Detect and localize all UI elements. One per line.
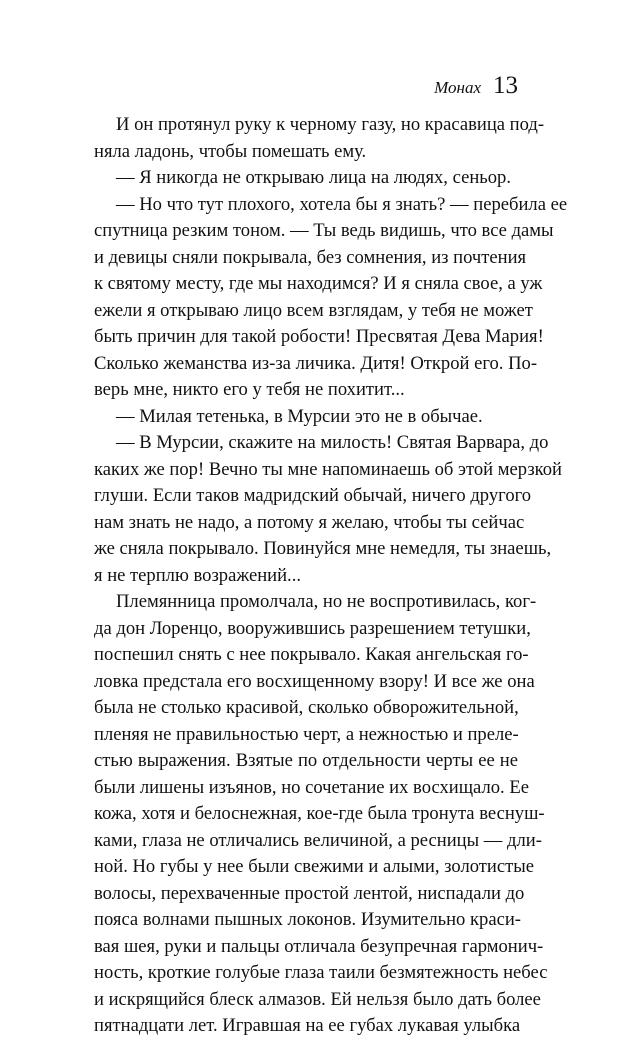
page-number: 13 — [493, 72, 518, 99]
text-line: каких же пор! Вечно ты мне напоминаешь об этой мерзкой — [94, 458, 563, 480]
text-line: же сняла покрывало. Повинуйся мне немедля, ты знаешь, — [94, 538, 552, 559]
text-line: нам знать не надо, а потому я желаю, чтобы ты сейчас — [94, 511, 525, 533]
running-title: Монах — [434, 78, 481, 97]
text-line: спутница резким тоном. — Ты ведь видишь, что все дамы — [94, 220, 554, 241]
text-line: пленяя не правильностью черт, а нежностью и преле- — [94, 723, 519, 745]
text-line: пятнадцати лет. Игравшая на ее губах лукавая улыбка — [94, 1015, 521, 1036]
text-line: и искрящийся блеск алмазов. Ей нельзя было дать более — [94, 988, 541, 1010]
text-line: я не терплю возражений... — [94, 564, 301, 586]
text-line: — Милая тетенька, в Мурсии это не в обычае. — [116, 405, 483, 427]
body-text — [94, 112, 568, 1040]
text-line: няла ладонь, чтобы помешать ему. — [94, 140, 367, 162]
text-line: были лишены изъянов, но сочетание их восхищало. Ее — [94, 776, 529, 798]
text-line: ность, кроткие голубые глаза таили безмятежность небес — [94, 962, 548, 983]
text-line: вая шея, руки и пальцы отличала безупречная гармонич- — [94, 935, 544, 957]
text-line: ками, глаза не отличались величиной, а ресницы — дли- — [94, 829, 542, 851]
text-line: к святому месту, где мы находимся? И я сняла свое, а уж — [94, 273, 543, 294]
text-line: кожа, хотя и белоснежная, кое-где была тронута веснуш- — [94, 803, 545, 824]
text-line: была не столько красивой, сколько обворожительной, — [94, 697, 519, 718]
text-line: И он протянул руку к черному газу, но красавица под- — [116, 114, 545, 135]
text-line: ежели я открываю лицо всем взглядам, у тебя не может — [94, 299, 533, 321]
text-line: глуши. Если таков мадридский обычай, ничего другого — [94, 485, 532, 506]
text-line: верь мне, никто его у тебя не похитит... — [94, 379, 405, 400]
text-line: волосы, перехваченные простой лентой, ниспадали до — [94, 882, 525, 904]
text-line: ной. Но губы у нее были свежими и алыми, золотистые — [94, 856, 534, 877]
text-line: Сколько жеманства из-за личика. Дитя! Открой его. По- — [94, 352, 538, 374]
text-line: — Но что тут плохого, хотела бы я знать? — перебила ее — [116, 193, 568, 215]
text-line: поспешил снять с нее покрывало. Какая ангельская го- — [94, 644, 529, 665]
text-line: — В Мурсии, скажите на милость! Святая Варвара, до — [116, 432, 549, 453]
text-line: да дон Лоренцо, вооружившись разрешением тетушки, — [94, 617, 531, 639]
text-line: и девицы сняли покрывала, без сомнения, из почтения — [94, 246, 527, 268]
text-line: стью выражения. Взятые по отдельности черты ее не — [94, 750, 518, 771]
text-line: пояса волнами пышных локонов. Изумительно краси- — [94, 909, 521, 930]
page-header — [434, 72, 518, 100]
text-line: Племянница промолчала, но не воспротивилась, ког- — [116, 591, 537, 612]
text-line: ловка предстала его восхищенному взору! И все же она — [94, 670, 535, 692]
text-line: быть причин для такой робости! Пресвятая Дева Мария! — [94, 326, 544, 347]
text-line: — Я никогда не открываю лица на людях, сеньор. — [116, 167, 511, 188]
